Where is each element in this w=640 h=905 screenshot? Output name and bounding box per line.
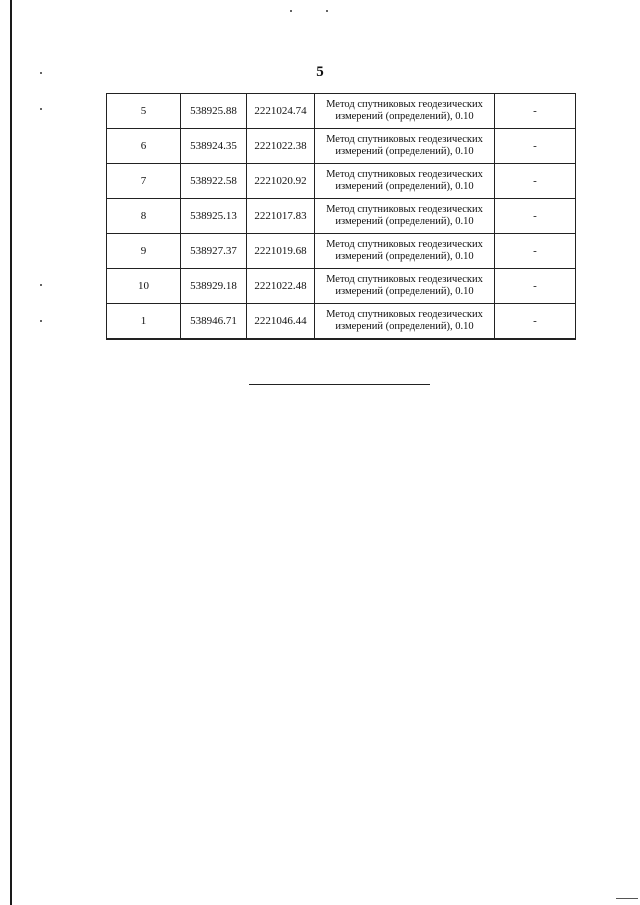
- note-cell: -: [495, 234, 576, 269]
- point-number-cell: 9: [107, 234, 181, 269]
- point-number-cell: 1: [107, 304, 181, 340]
- point-number-cell: 6: [107, 129, 181, 164]
- y-coordinate-cell: 2221024.74: [247, 94, 315, 129]
- table-row: [107, 129, 576, 164]
- x-coordinate-cell: 538927.37: [181, 234, 247, 269]
- x-coordinate-cell: 538929.18: [181, 269, 247, 304]
- table-row: [107, 164, 576, 199]
- method-cell: Метод спутниковых геодезических измерений (определений), 0.10: [315, 129, 495, 164]
- scan-speck: [40, 284, 42, 286]
- scan-speck: [40, 320, 42, 322]
- note-cell: -: [495, 129, 576, 164]
- coordinates-table: [106, 93, 576, 340]
- point-number-cell: 7: [107, 164, 181, 199]
- scan-speck: [326, 10, 328, 12]
- x-coordinate-cell: 538925.88: [181, 94, 247, 129]
- note-cell: -: [495, 199, 576, 234]
- point-number-cell: 5: [107, 94, 181, 129]
- table-row: [107, 269, 576, 304]
- table-row: [107, 234, 576, 269]
- y-coordinate-cell: 2221019.68: [247, 234, 315, 269]
- table-row: [107, 304, 576, 340]
- end-of-table-rule: [249, 384, 430, 385]
- method-cell: Метод спутниковых геодезических измерений (определений), 0.10: [315, 304, 495, 340]
- scan-speck: [290, 10, 292, 12]
- x-coordinate-cell: 538924.35: [181, 129, 247, 164]
- scan-corner-mark: [616, 898, 638, 899]
- x-coordinate-cell: 538922.58: [181, 164, 247, 199]
- method-cell: Метод спутниковых геодезических измерений (определений), 0.10: [315, 199, 495, 234]
- x-coordinate-cell: 538946.71: [181, 304, 247, 340]
- method-cell: Метод спутниковых геодезических измерений (определений), 0.10: [315, 94, 495, 129]
- y-coordinate-cell: 2221022.38: [247, 129, 315, 164]
- y-coordinate-cell: 2221022.48: [247, 269, 315, 304]
- method-cell: Метод спутниковых геодезических измерений (определений), 0.10: [315, 164, 495, 199]
- scan-speck: [40, 108, 42, 110]
- table-row: [107, 199, 576, 234]
- method-cell: Метод спутниковых геодезических измерений (определений), 0.10: [315, 269, 495, 304]
- y-coordinate-cell: 2221017.83: [247, 199, 315, 234]
- y-coordinate-cell: 2221046.44: [247, 304, 315, 340]
- note-cell: -: [495, 164, 576, 199]
- note-cell: -: [495, 304, 576, 340]
- scan-edge-line: [10, 0, 12, 905]
- x-coordinate-cell: 538925.13: [181, 199, 247, 234]
- point-number-cell: 10: [107, 269, 181, 304]
- method-cell: Метод спутниковых геодезических измерений (определений), 0.10: [315, 234, 495, 269]
- note-cell: -: [495, 269, 576, 304]
- note-cell: -: [495, 94, 576, 129]
- coordinates-table-body: [107, 94, 576, 340]
- table-row: [107, 94, 576, 129]
- page-number: 5: [316, 64, 324, 80]
- point-number-cell: 8: [107, 199, 181, 234]
- y-coordinate-cell: 2221020.92: [247, 164, 315, 199]
